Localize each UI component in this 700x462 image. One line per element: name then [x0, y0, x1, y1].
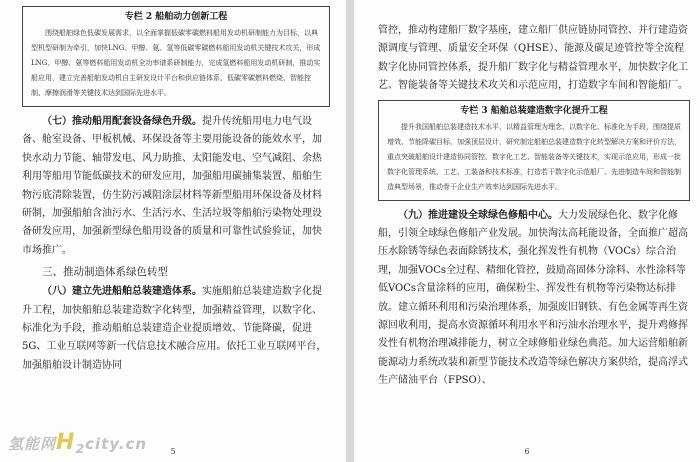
- watermark-text-d: city.cn: [85, 435, 148, 453]
- site-watermark: [8, 430, 147, 456]
- paragraph-8-body: 实施船舶总装建造数字化提升工程，加快船舶总装建造数字化转型，加强精益管理，以数字化、标准化为手段，推动船舶总装建造企业提质增效、节能降碳，促进5G、工业互联网等新一代信息技术融合应用。依托工业互联网平台，加强船舶设计制造协同: [22, 286, 327, 371]
- paragraph-7-body: 提升传统船用电力电气设备、舱室设备、甲板机械、环保设备等主要用能设备的能效水平，加快水动力节能、轴带发电、风力助推、太阳能发电、空气减阻、余热利用等船用节能低碳技术的研发应用，加强船用碳捕集装置、船舶生物污底清除装置，仿生防污减阻涂层材料等新型船用环保设备及材料研制，加强船舶含油污水、生活污水、生活垃圾等船舶污染物处理设备研发应用，加强新型绿色船用设备的质量和可靠性试验验证，加快市场推广。: [22, 116, 322, 256]
- paragraph-9: [378, 207, 690, 391]
- sidebar-box-2-body: 围绕船舶绿色低碳发展需求，以全面掌握低碳零碳燃料船用发动机研制能力为目标，以典型机型研制为牵引，加快LNG、甲醇、氨、氢等低碳零碳燃料船用发动机关键技术攻关，形成LNG、甲醇、氨等燃料船用发动机全功率谱系研制能力，完成氢燃料船用发动机研制，推动实船应用，建立完善船舶发动机自主研发设计平台和供应链体系，低碳零碳燃料燃烧、智能控制、摩擦润滑等关键技术达到国际先进水平。: [31, 29, 321, 97]
- sidebar-box-3-title: 专栏 3 船舶总装建造数字化提升工程: [460, 105, 608, 116]
- paragraph-8-lead: （八）建立先进船舶总装建造体系。: [42, 286, 202, 298]
- paragraph-7: [22, 113, 330, 260]
- page-number-right: 6: [524, 447, 530, 456]
- watermark-sub: 2: [75, 441, 86, 456]
- right-page: [354, 0, 700, 462]
- watermark-h: H: [56, 430, 76, 455]
- page-number-left: 5: [170, 447, 176, 456]
- paragraph-9-lead: （九）推进建设全球绿色修船中心。: [398, 209, 558, 221]
- paragraph-9-body: 大力发展绿色化、数字化修船，引领全球绿色修船产业发展。加快淘汰高耗能设备，全面推广超高压水除锈等绿色表面除锈技术，强化挥发性有机物（VOCs）综合治理，加强VOCs全过程、精细化管控，鼓励高固体分涂料、水性涂料等低VOCs含量涂料的应用，确保粉尘、挥发性有机物等污染物达标排放。建立循环利用和污染治理体系，加强废旧钢铁、有色金属等再生资源回收利用，提高水资源循环利用水平和污油水治理水平，提升鸡修挥发性有机物治理减排能力，树立全球修船业绿色典范。加大运营船舶新能源动力系统改装和新型节能技术改造等绿色解决方案供给，提高浮式生产储油平台（FPSO）、: [378, 209, 688, 387]
- paragraph-8: [22, 283, 330, 375]
- sidebar-box-2: [22, 6, 330, 107]
- sidebar-box-2-title: 专栏 2 船舶动力创新工程: [124, 12, 228, 22]
- paragraph-7-lead: （七）推动船用配套设备绿色升级。: [42, 116, 202, 127]
- paragraph-continued: 管控，推动构建船厂数字基座，建立船厂供应链协同管控、并行建造资源调度与管理、质量安全环保（QHSE）、能源及碳足迹管控等全流程数字化协同管控体系，提升船厂数字化与精益管理水平，加快数字化工艺、智能装备等关键技术攻关和示范应用，打造数字车间和智能船厂。: [378, 25, 688, 92]
- watermark-text-a: 氢能网: [8, 435, 57, 453]
- sidebar-box-3: [378, 100, 690, 201]
- sidebar-box-3-body: 提升我国船舶总装建造技术水平，以精益管理为理念，以数字化、标准化为手段，围绕提质增效、节能降碳目标，加强顶层设计，研究制定船舶总装建造数字化转型解决方案和评价方法，重点突破船舶设计建造协同管控、数字化工艺、智能装备等关键技术，实现示范应用，形成一批数字化管理系统、工艺、工装备和技术标准，打造若干数字化示范船厂、先进制造车间和智能制造典型场景，推动骨干企业生产效率达到国际先进水平。: [387, 122, 681, 191]
- section-heading-3: 三、推动制造体系绿色转型: [42, 266, 168, 279]
- left-page: [0, 0, 346, 462]
